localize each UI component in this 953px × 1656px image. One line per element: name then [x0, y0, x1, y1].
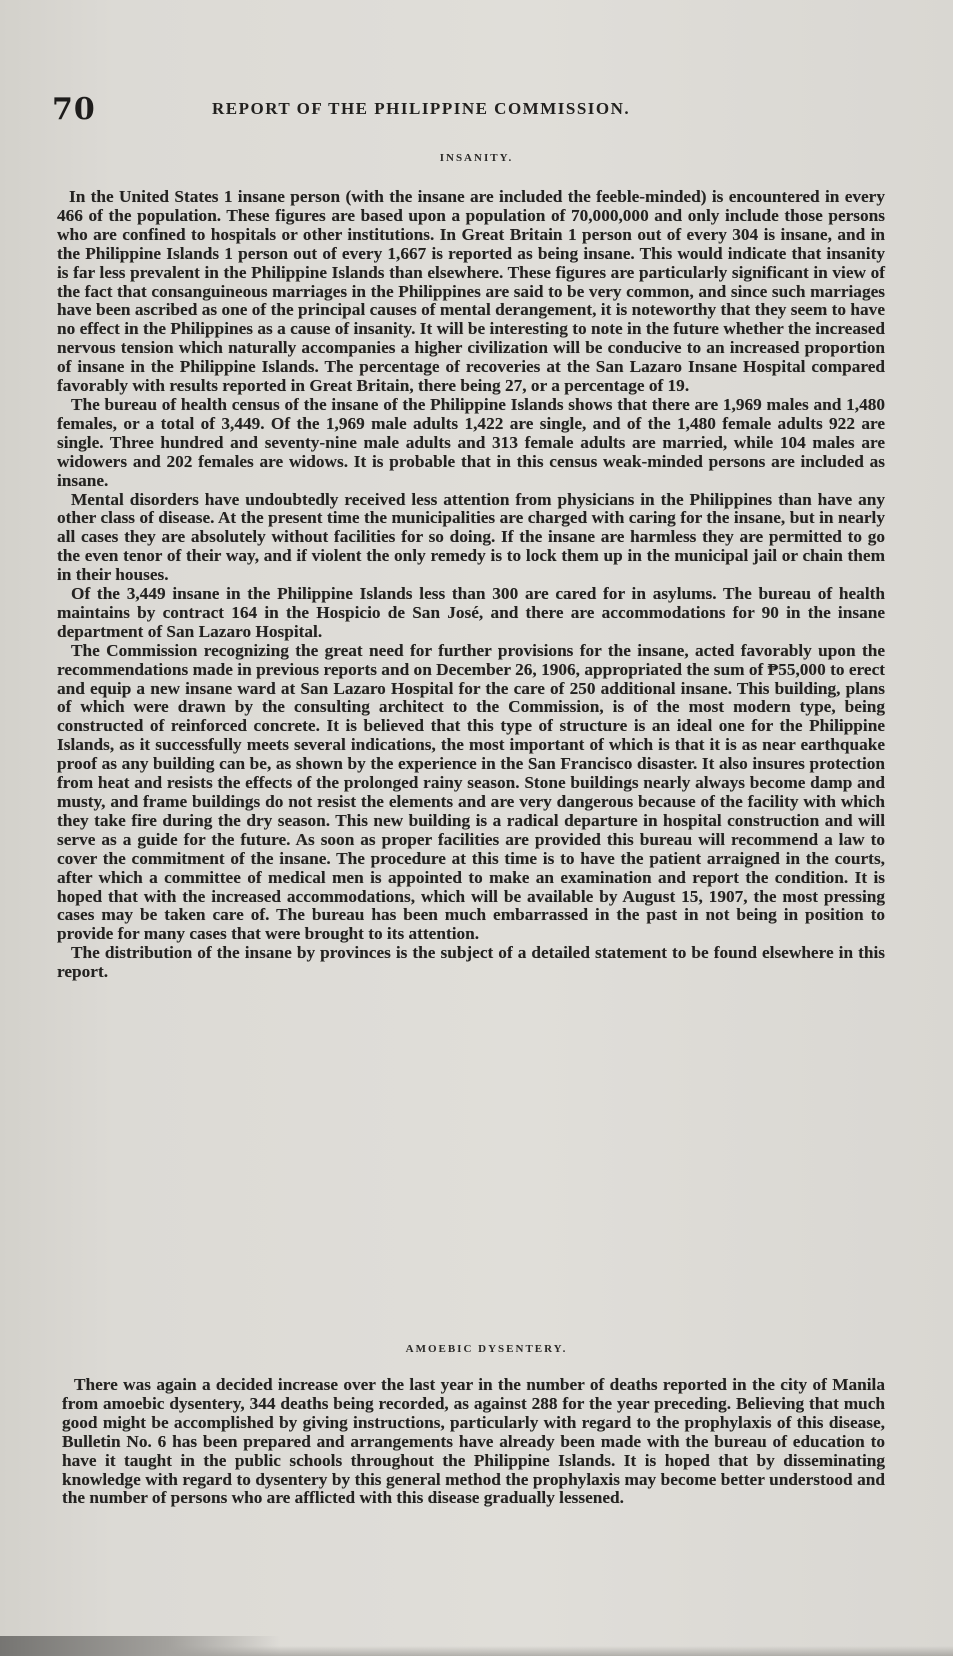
paragraph: The distribution of the insane by provinces is the subject of a detailed statement to be found elsewhere in this report.	[57, 943, 885, 982]
section-title-insanity: INSANITY.	[439, 152, 514, 164]
page-number: 70	[52, 92, 96, 127]
running-head: REPORT OF THE PHILIPPINE COMMISSION.	[212, 99, 631, 118]
paragraph: The bureau of health census of the insane of the Philippine Islands shows that there are 1,969 males and 1,480 females, or a total of 3,449. Of the 1,969 male adults 1,422 are single, and of the 1,480 female adults 922 are single. Three hundred and seventy-nine male adults and 313 female adults are married, while 104 males are widowers and 202 females are widows. It is probable that in this census weak-minded persons are included as insane.	[57, 394, 885, 490]
section-title-amoebic-dysentery: AMOEBIC DYSENTERY.	[405, 1343, 568, 1355]
page-header	[52, 92, 902, 132]
amoebic-section-body	[62, 1376, 885, 1508]
paragraph: In the United States 1 insane person (with the insane are included the feeble-minded) is encountered in every 466 of the population. These figures are based upon a population of 70,000,000 and only include those persons who are confined to hospitals or other institutions. In Great Britain 1 person out of every 304 is insane, and in the Philippine Islands 1 person out of every 1,667 is reported as being insane. This would indicate that insanity is far less prevalent in the Philippine Islands than elsewhere. These figures are particularly significant in view of the fact that consanguineous marriages in the Philippines are said to be very common, and since such marriages have been ascribed as one of the principal causes of mental derangement, it is noteworthy that they seem to have no effect in the Philippines as a cause of insanity. It will be interesting to note in the future whether the increased nervous tension which naturally accompanies a higher civilization will be conducive to an increased proportion of insane in the Philippine Islands. The percentage of recoveries at the San Lazaro Insane Hospital compared favorably with results reported in Great Britain, there being 27, or a percentage of 19.	[57, 187, 885, 396]
insanity-section-body	[57, 188, 885, 982]
paragraph: There was again a decided increase over the last year in the number of deaths reported in the city of Manila from amoebic dysentery, 344 deaths being recorded, as against 288 for the year preceding. Believing that much good might be accomplished by giving instructions, particularly with regard to the prophylaxis of this disease, Bulletin No. 6 has been prepared and arrangements have already been made with the bureau of education to have it taught in the public schools throughout the Philippine Islands. It is hoped that by disseminating knowledge with regard to dysentery by this general method the prophylaxis may become better understood and the number of persons who are afflicted with this disease gradually lessened.	[62, 1375, 885, 1508]
paragraph: Mental disorders have undoubtedly received less attention from physicians in the Philippines than have any other class of disease. At the present time the municipalities are charged with caring for the insane, but in nearly all cases they are absolutely without facilities for so doing. If the insane are harmless they are permitted to go the even tenor of their way, and if violent the only remedy is to lock them up in the municipal jail or chain them in their houses.	[57, 489, 885, 585]
paragraph: Of the 3,449 insane in the Philippine Islands less than 300 are cared for in asylums. The bureau of health maintains by contract 164 in the Hospicio de San José, and there are accommodations for 90 in the insane department of San Lazaro Hospital.	[57, 584, 885, 641]
paragraph: The Commission recognizing the great need for further provisions for the insane, acted favorably upon the recommendations made in previous reports and on December 26, 1906, appropriated the sum of ₱55,000 to erect and equip a new insane ward at San Lazaro Hospital for the care of 250 additional insane. This building, plans of which were drawn by the consulting architect to the Commission, is of the most modern type, being constructed of reinforced concrete. It is believed that this type of structure is an ideal one for the Philippine Islands, as it successfully meets several indications, the most important of which is that it is as near earthquake proof as any building can be, as shown by the experience in the San Francisco disaster. It also insures protection from heat and resists the effects of the prolonged rainy season. Stone buildings nearly always become damp and musty, and frame buildings do not resist the elements and are very dangerous because of the facility with which they take fire during the dry season. This new building is a radical departure in hospital construction and will serve as a guide for the future. As soon as proper facilities are provided this bureau will recommend a law to cover the commitment of the insane. The procedure at this time is to have the patient arraigned in the courts, after which a committee of medical men is appointed to make an examination and report the condition. It is hoped that with the increased accommodations, which will be available by August 15, 1907, the most pressing cases may be taken care of. The bureau has been much embarrassed in the past in not being in position to provide for many cases that were brought to its attention.	[57, 640, 885, 944]
scan-corner-shadow	[0, 1636, 280, 1656]
